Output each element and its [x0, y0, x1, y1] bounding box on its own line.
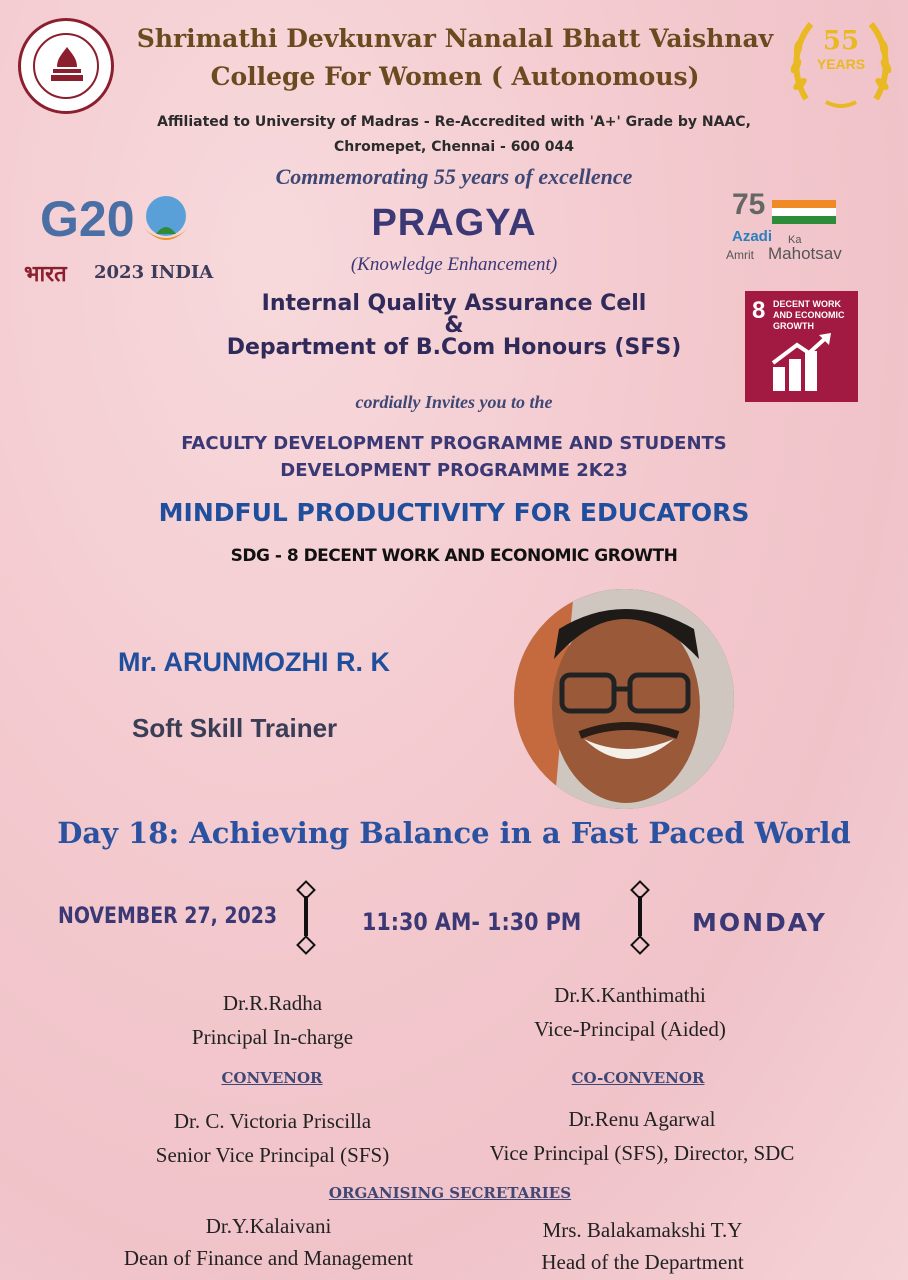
speaker-photo [514, 589, 734, 809]
convenor-role: Senior Vice Principal (SFS) [155, 1143, 390, 1167]
globe-lotus-icon [138, 194, 194, 250]
g20-logo [14, 190, 224, 300]
organiser-line1: Internal Quality Assurance Cell [261, 291, 647, 316]
principal-name: Dr.R.Radha [222, 991, 323, 1015]
vp-name: Dr.K.Kanthimathi [554, 983, 706, 1007]
invite-text: cordially Invites you to the [355, 392, 553, 412]
college-name-line1: Shrimathi Devkunvar Nanalal Bhatt Vaishnav [136, 24, 774, 53]
program-subtitle: (Knowledge Enhancement) [350, 254, 558, 275]
programme-line1: FACULTY DEVELOPMENT PROGRAMME AND STUDENTS [181, 433, 727, 454]
sdg-number: 8 [752, 297, 766, 324]
affiliation-line1: Affiliated to University of Madras - Re-Accredited with 'A+' Grade by NAAC, [157, 114, 751, 130]
organiser-amp: & [444, 313, 464, 338]
g20-hindi: भारत [24, 261, 67, 286]
azadi-word2: Amrit [726, 248, 754, 262]
event-weekday: MONDAY [692, 908, 827, 937]
college-logo [18, 18, 114, 114]
anniversary-number: 55 [822, 26, 860, 56]
college-name-line2: College For Women ( Autonomous) [210, 62, 700, 91]
principal-role: Principal In-charge [191, 1025, 354, 1049]
secretary1-role: Dean of Finance and Management [123, 1246, 414, 1270]
speaker-title: Soft Skill Trainer [132, 713, 338, 743]
coconvenor-name: Dr.Renu Agarwal [568, 1107, 716, 1131]
speaker-name: Mr. ARUNMOZHI R. K [118, 647, 390, 677]
theme-title: MINDFUL PRODUCTIVITY FOR EDUCATORS [158, 498, 750, 527]
secretaries-heading: ORGANISING SECRETARIES [328, 1184, 572, 1202]
lamp-icon [47, 45, 87, 87]
g20-sub: 2023 INDIA [94, 262, 214, 283]
azadi-word1: Azadi [732, 228, 773, 245]
secretary2-role: Head of the Department [541, 1250, 744, 1274]
azadi-number: 75 [732, 188, 766, 221]
azadi-word3: Mahotsav [768, 244, 842, 263]
coconvenor-role: Vice Principal (SFS), Director, SDC [489, 1141, 795, 1165]
event-date: NOVEMBER 27, 2023 [58, 904, 278, 929]
secretary2-name: Mrs. Balakamakshi T.Y [542, 1218, 743, 1242]
coconvenor-heading: CO-CONVENOR [571, 1069, 705, 1087]
day-title: Day 18: Achieving Balance in a Fast Paced World [57, 816, 851, 850]
growth-chart-icon [769, 333, 835, 393]
g20-text: G20 [40, 191, 135, 247]
azadi-ka: Ka [788, 234, 802, 246]
convenor-heading: CONVENOR [221, 1069, 323, 1087]
programme-line2: DEVELOPMENT PROGRAMME 2K23 [280, 460, 628, 481]
organiser-line2: Department of B.Com Honours (SFS) [226, 335, 682, 360]
sdg8-tile [745, 291, 858, 402]
azadi-logo [726, 188, 866, 268]
secretary1-name: Dr.Y.Kalaivani [205, 1214, 332, 1238]
convenor-name: Dr. C. Victoria Priscilla [173, 1109, 372, 1133]
sdg-theme: SDG - 8 DECENT WORK AND ECONOMIC GROWTH [230, 546, 678, 566]
sdg-label: DECENT WORK AND ECONOMIC GROWTH [773, 299, 845, 331]
program-name: PRAGYA [371, 202, 537, 244]
anniversary-word: YEARS [816, 56, 866, 72]
event-time: 11:30 AM- 1:30 PM [362, 908, 582, 936]
affiliation-line2: Chromepet, Chennai - 600 044 [333, 139, 575, 155]
commemorating-text: Commemorating 55 years of excellence [275, 164, 633, 189]
flag-icon [772, 200, 836, 224]
vp-role: Vice-Principal (Aided) [534, 1017, 726, 1041]
